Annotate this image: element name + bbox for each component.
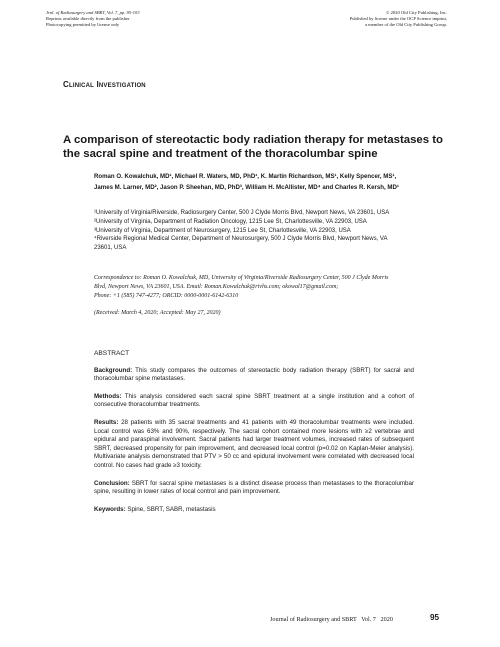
abstract-methods: [94, 393, 414, 410]
correspondence: [94, 274, 464, 300]
abstract-results: [94, 419, 414, 471]
copyright-line: © 2020 Old City Publishing, Inc.: [385, 10, 447, 15]
abstract-keywords: [94, 506, 414, 515]
running-header-left: [46, 10, 140, 28]
affiliation-line: ¹University of Virginia/Riverside, Radiosurgery Center, 500 J Clyde Morris Blvd, Newport News, VA 23601, USA: [94, 210, 390, 216]
abstract-conclusion: [94, 480, 414, 497]
background-text: This study compares the outcomes of stereotactic body radiation therapy (SBRT) for sacral and thoracolumbar spine metastases.: [94, 366, 414, 383]
correspondence-line: Blvd, Newport News, VA 23601, USA. Email: Roman.Kowalchuk@rivhs.com; okowal17@gmail.com;: [94, 283, 339, 290]
reprints-note: Reprints available directly from the publisher: [46, 16, 130, 21]
author-list: [94, 171, 464, 193]
background-label: Background:: [94, 366, 133, 374]
footer-journal: Journal of Radiosurgery and SBRT Vol. 7 2020: [270, 616, 393, 623]
publisher-group-line: a member of the Old City Publishing Group.: [365, 22, 447, 27]
affiliation-line: ²University of Virginia, Department of Radiation Oncology, 1215 Lee St, Charlottesville, VA 22903, USA: [94, 218, 367, 225]
running-header-right: [350, 10, 447, 28]
correspondence-line: Phone: +1 (585) 747-4277; ORCID: 0000-0001-6142-6310: [94, 292, 239, 299]
correspondence-line: Correspondence to: Roman O. Kowalchuk, MD, University of Virginia/Riverside Radiosurgery Center, 500 J Clyde Morris: [94, 275, 389, 281]
journal-citation: Jrnl. of Radiosurgery and SBRT, Vol. 7, pp. 95-103: [46, 10, 140, 15]
article-title: A comparison of stereotactic body radiation therapy for metastases to the sacral spine and treatment of the thoracolumbar spine: [63, 134, 443, 160]
keywords-label: Keywords:: [94, 505, 126, 513]
section-label: Clinical Investigation: [63, 80, 146, 89]
page-number: 95: [430, 613, 440, 622]
conclusion-label: Conclusion:: [94, 479, 130, 487]
results-label: Results:: [94, 418, 119, 426]
affiliation-line: 23601, USA: [94, 245, 127, 252]
abstract-background: [94, 367, 414, 384]
methods-text: This analysis considered each sacral spine SBRT treatment at a single institution and a cohort of consecutive thoracolumbar treatments.: [94, 392, 414, 409]
abstract: [94, 350, 414, 523]
abstract-heading: ABSTRACT: [94, 350, 130, 357]
received-dates: (Received: March 4, 2020; Accepted: May 27, 2020): [94, 310, 221, 316]
affiliations: [94, 209, 464, 253]
keywords-text: Spine, SBRT, SABR, metastasis: [125, 505, 216, 513]
author-line: James M. Larner, MD², Jason P. Sheehan, MD, PhD³, William H. McAllister, MD⁴ and Charles R. Kersh, MD¹: [94, 184, 399, 191]
affiliation-line: ³University of Virginia, Department of Neurosurgery, 1215 Lee St, Charlottesville, VA 22903, USA: [94, 227, 351, 234]
methods-label: Methods:: [94, 392, 122, 400]
results-text: 28 patients with 35 sacral treatments and 41 patients with 49 thoracolumbar treatments were included. Local control was 63% and 90%, respectively. The sacral cohort contained more lesions with ≥2 vertebrae and epidural and paraspinal involvement. Sacral patients had larger treatment volumes, increased rates of subsequent SBRT, decreased propensity for pain improvement, and decreased local control (p=0.02 on Kaplan-Meier analysis). Multivariate analysis demonstrated that PTV > 50 cc and epidural involvement were correlated with decreased local control. No cases had grade ≥3 toxicity.: [94, 418, 414, 469]
author-line: Roman O. Kowalchuk, MD¹, Michael R. Waters, MD, PhD¹, K. Martin Richardson, MS¹, Kelly Spencer, MS¹,: [94, 173, 397, 180]
photocopy-note: Photocopying permitted by license only: [46, 22, 120, 27]
affiliation-line: ⁴Riverside Regional Medical Center, Department of Neurosurgery, 500 J Clyde Morris Blvd, Newport News, VA: [94, 236, 388, 243]
license-line: Published by license under the OCP Science imprint,: [349, 16, 447, 21]
conclusion-text: SBRT for sacral spine metastases is a distinct disease process than metastases to the thoracolumbar spine, resulting in lower rates of local control and pain improvement.: [94, 479, 414, 496]
